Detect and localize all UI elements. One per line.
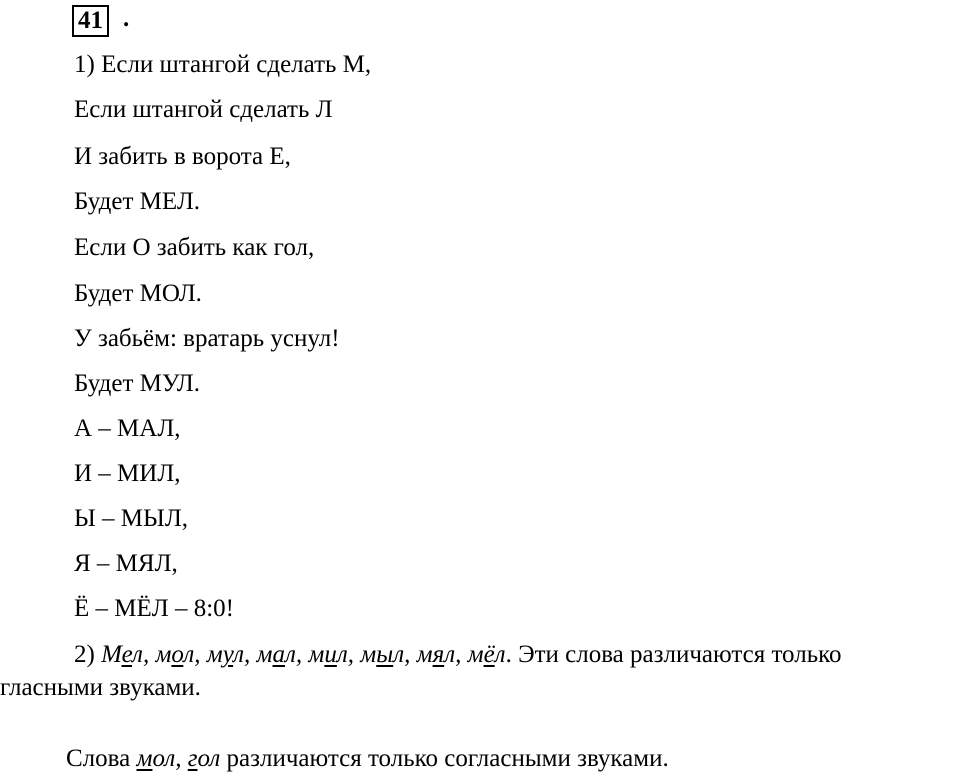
- vowel-word-separator: ,: [455, 641, 468, 668]
- answer-2-line-2: гласными звуками.: [0, 674, 201, 701]
- vowel-word-pre: м: [360, 641, 377, 668]
- poem-line: Будет МОЛ.: [74, 280, 202, 307]
- answer-2-suffix: . Эти слова различаются только: [505, 641, 842, 668]
- vowel-word: [101, 641, 155, 668]
- vowel-word: [468, 641, 506, 668]
- word-gol-rest: ол: [197, 745, 221, 772]
- vowel-word-pre: м: [206, 641, 223, 668]
- word-gol: [188, 745, 221, 772]
- answer-2-prefix: 2): [74, 641, 102, 668]
- vowel-word-post: л: [494, 641, 506, 668]
- vowel-word-vowel: ы: [376, 641, 394, 668]
- word-mol: [136, 745, 175, 772]
- vowel-word-post: л: [183, 641, 195, 668]
- vowel-word-separator: ,: [244, 641, 257, 668]
- answer-3-suffix: различаются только согласными звуками.: [220, 745, 669, 772]
- poem-line: Будет МУЛ.: [74, 370, 200, 397]
- answer-3-prefix: Слова: [66, 745, 137, 772]
- word-gol-first: г: [187, 745, 198, 772]
- vowel-word-vowel: и: [324, 641, 337, 668]
- poem-line: Будет МЕЛ.: [74, 188, 201, 215]
- word-mol-first: м: [136, 745, 153, 772]
- answer-3: [66, 744, 669, 774]
- poem-line: И – МИЛ,: [74, 460, 181, 487]
- vowel-word-separator: ,: [347, 641, 361, 668]
- vowel-word: [360, 641, 416, 668]
- poem-line: Если О забить как гол,: [74, 234, 315, 261]
- word-mol-rest: ол: [152, 745, 176, 772]
- vowel-word-vowel: е: [121, 641, 133, 668]
- vowel-word-vowel: о: [171, 641, 184, 668]
- vowel-word: [155, 641, 206, 668]
- exercise-number-box: [72, 5, 109, 37]
- answer-3-comma: ,: [175, 745, 188, 772]
- vowel-word-pre: м: [308, 641, 325, 668]
- poem-line: Ё – МЁЛ – 8:0!: [74, 595, 234, 622]
- vowel-word: [308, 641, 360, 668]
- poem-line: А – МАЛ,: [74, 415, 181, 442]
- vowel-word-pre: м: [416, 641, 433, 668]
- poem-line: 1) Если штангой сделать М,: [74, 51, 372, 78]
- vowel-word-vowel: я: [432, 641, 445, 668]
- vowel-word-separator: ,: [142, 641, 156, 668]
- vowel-word-pre: м: [155, 641, 172, 668]
- vowel-word-post: л: [444, 641, 456, 668]
- vowel-word-vowel: ё: [483, 641, 495, 668]
- vowel-word-separator: ,: [194, 641, 207, 668]
- vowel-word: [257, 641, 309, 668]
- vowel-word-separator: ,: [404, 641, 417, 668]
- vowel-word-post: л: [285, 641, 296, 668]
- vowel-word-post: л: [336, 641, 348, 668]
- answer-2-line-1: [74, 640, 841, 670]
- exercise-number: 41: [78, 7, 103, 34]
- vowel-word-separator: ,: [295, 641, 309, 668]
- answer-2-words: [101, 641, 506, 668]
- vowel-word-post: л: [132, 641, 143, 668]
- vowel-word-post: л: [233, 641, 245, 668]
- poem-line: У забьём: вратарь уснул!: [74, 325, 340, 352]
- vowel-word-vowel: у: [222, 641, 234, 668]
- vowel-word-vowel: а: [272, 641, 285, 668]
- exercise-number-dot: .: [123, 5, 130, 32]
- poem-line: Если штангой сделать Л: [74, 96, 333, 123]
- vowel-word: [417, 641, 468, 668]
- vowel-word-post: л: [393, 641, 405, 668]
- vowel-word-pre: М: [101, 641, 122, 668]
- vowel-word: [207, 641, 257, 668]
- vowel-word-pre: м: [256, 641, 273, 668]
- vowel-word-pre: м: [467, 641, 484, 668]
- poem-line: Ы – МЫЛ,: [74, 505, 189, 532]
- poem-line: И забить в ворота Е,: [74, 143, 291, 170]
- poem-line: Я – МЯЛ,: [74, 550, 178, 577]
